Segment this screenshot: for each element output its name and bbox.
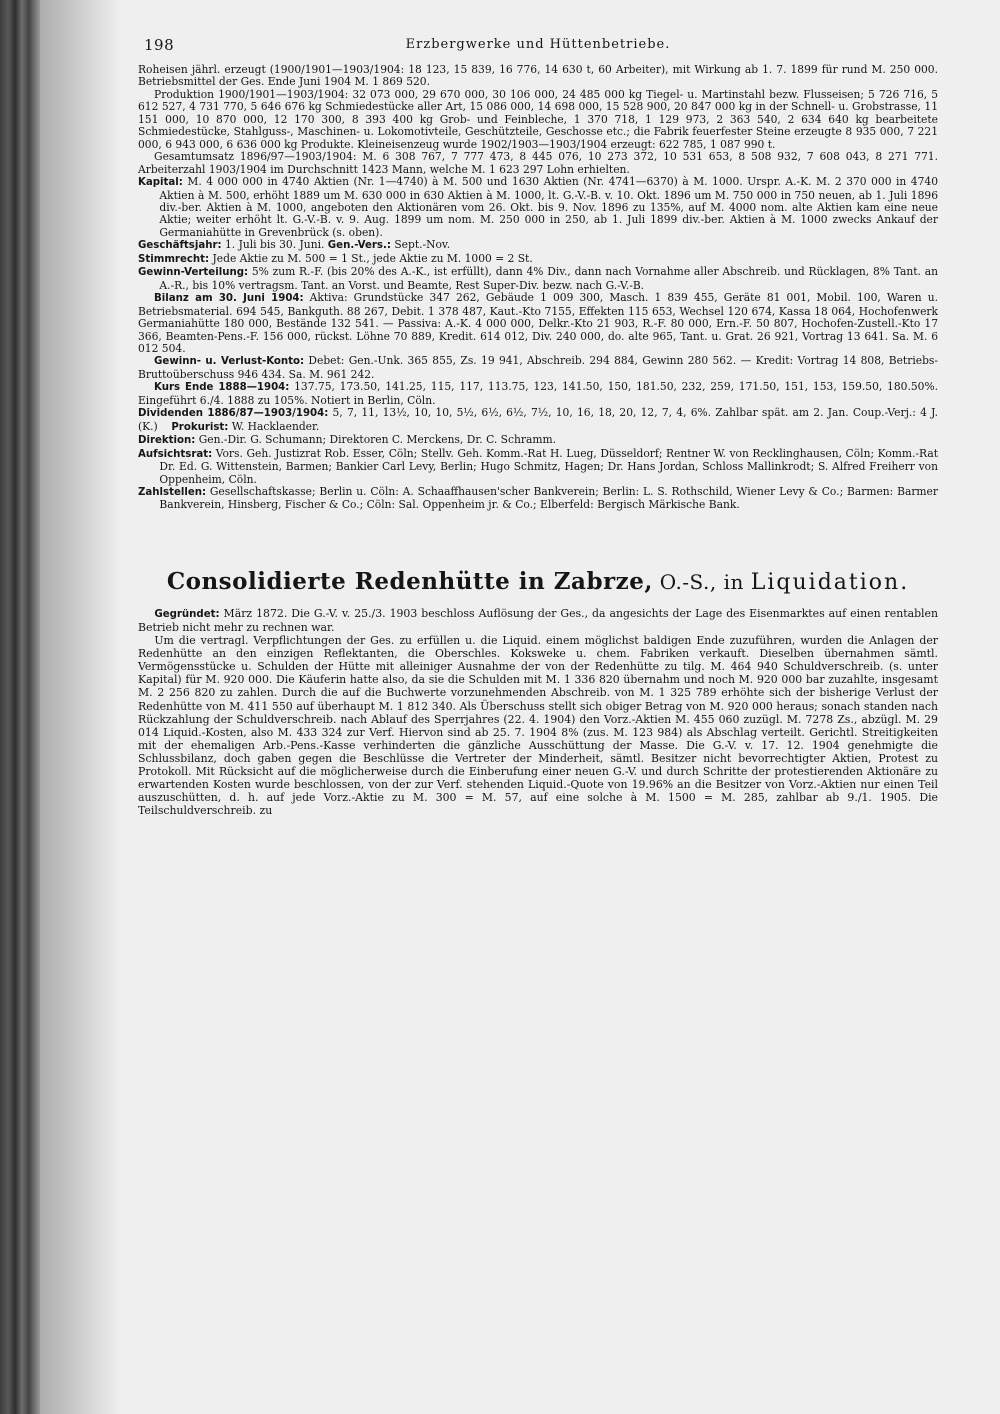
aufsichtsrat-text: Vors. Geh. Justizrat Rob. Esser, Cöln; Stellv. Geh. Komm.-Rat H. Lueg, Düsseldorf; Rentner W. von Recklinghausen, Cöln; Komm.-Rat Dr. Ed. G. Wittenstein, Barmen; Bankier Carl Levy, Berlin; Hugo Schmitz, Hagen; Dr. Hans Jordan, Schloss Mallinkrodt; S. Alfred Freiherr von Oppenheim, Cöln. [159, 446, 938, 486]
page [138, 36, 938, 817]
zahlstellen-label: Zahlstellen: [138, 486, 207, 498]
gen-vers-text: Sept.-Nov. [390, 238, 451, 252]
gewinn-verteilung-text: 5% zum R.-F. (bis 20% des A.-K., ist erfüllt), dann 4% Div., dann nach Vornahme aller Abschreib. und Rücklagen, 8% Tant. an A.-R., bis 10% vertragsm. Tant. an Vorst. und Beamte, Rest Super-Div. bezw. nach G.-V.-B. [159, 265, 938, 292]
geschaeftsjahr-label: Geschäftsjahr: [138, 240, 222, 252]
geschaeftsjahr-text: 1. Juli bis 30. Juni. [221, 238, 328, 252]
gegruendet-section [138, 607, 938, 634]
kapital-section [138, 176, 938, 239]
gegruendet-label: Gegründet: [154, 608, 220, 620]
aufsichtsrat-section [138, 448, 938, 486]
company-heading-in: in [716, 569, 751, 594]
company-heading-place: O.-S., [652, 569, 717, 594]
kurs-label: Kurs Ende 1888—1904: [154, 382, 290, 394]
stimmrecht-label: Stimmrecht: [138, 253, 210, 265]
dividenden-section [138, 407, 938, 434]
running-header [138, 36, 938, 64]
page-number: 198 [144, 36, 175, 54]
paragraph-liquidation: Um die vertragl. Verpflichtungen der Ges. zu erfüllen u. die Liquid. einem möglichst baldigen Ende zuzuführen, wurden die Anlagen der Redenhütte an den einzigen Reflektanten, die Oberschles. Koksweke u. chem. Fabriken verkauft. Dieselben übernahmen sämtl. Vermögensstücke u. Schulden der Hütte mit alleiniger Ausnahme der von der Redenhütte zu tilg. M. 464 940 Schuldverschreib. (s. unter Kapital) für M. 920 000. Die Käuferin hatte also, da sie die Schulden mit M. 1 336 820 übernahm und noch M. 920 000 bar zuzahlte, insgesamt M. 2 256 820 zu zahlen. Durch die auf die Buchwerte vorzunehmenden Abschreib. von M. 1 325 789 erhöhte sich der bisherige Verlust der Redenhütte von M. 411 550 auf überhaupt M. 1 812 340. Als Überschuss stellt sich obiger Betrag von M. 920 000 heraus; sonach standen nach Rückzahlung der Schuldverschreib. nach Ablauf des Sperrjahres (22. 4. 1904) den Vorz.-Aktien M. 455 060 zuzügl. M. 7278 Zs., abzügl. M. 29 014 Liquid.-Kosten, also M. 433 324 zur Verf. Hiervon sind ab 25. 7. 1904 8% (zus. M. 123 984) als Abschlag verteilt. Gerichtl. Streitigkeiten mit der ehemaligen Arb.-Pens.-Kasse verhinderten die gänzliche Ausschüttung der Masse. Die G.-V. v. 17. 12. 1904 genehmigte die Schlussbilanz, doch gaben gegen die Beschlüsse die Vertreter der Minderheit, sämtl. Besitzer nicht bevorrechtigter Aktien, Protest zu Protokoll. Mit Rücksicht auf die möglicherweise durch die Einberufung einer neuen G.-V. und durch Schritte der protestierenden Aktionäre zu erwartenden Kosten wurde beschlossen, von der zur Verf. stehenden Liquid.-Quote von 19.96% an die Besitzer von Vorz.-Aktien nur einen Teil auszuschütten, d. h. auf jede Vorz.-Aktie zu M. 300 = M. 57, auf eine solche à M. 1500 = M. 285, zahlbar ab 9./1. 1905. Die Teilschuldverschreib. zu [138, 634, 938, 818]
prokurist-label: Prokurist: [171, 421, 229, 433]
paragraph-roheisen: Roheisen jährl. erzeugt (1900/1901—1903/1904: 18 123, 15 839, 16 776, 14 630 t, 60 Arbeiter), mit Wirkung ab 1. 7. 1899 für rund M. 250 000. Betriebsmittel der Ges. Ende Juni 1904 M. 1 869 520. [138, 63, 938, 89]
dividenden-label: Dividenden 1886/87—1903/1904: [138, 408, 329, 420]
kurs-text: 137.75, 173.50, 141.25, 115, 117, 113.75, 123, 141.50, 150, 181.50, 232, 259, 171.50, 151, 153, 159.50, 180.50%. Eingeführt 6./4. 1888 zu 105%. Notiert in Berlin, Cöln. [138, 380, 938, 407]
paragraph-produktion: Produktion 1900/1901—1903/1904: 32 073 000, 29 670 000, 30 106 000, 24 485 000 kg Tiegel- u. Martinstahl bezw. Flusseisen; 5 726 716, 5 612 527, 4 731 770, 5 646 676 kg Schmiedestücke aller Art, 15 086 000, 14 698 000, 15 528 900, 20 847 000 kg in der Schnell- u. Grobstrasse, 11 151 000, 10 870 000, 12 170 300, 8 393 400 kg Grob- und Feinbleche, 1 370 718, 1 129 973, 2 363 540, 2 634 640 kg bearbeitete Schmiedestücke, Stahlguss-, Maschinen- u. Lokomotivteile, Geschützteile, Geschosse etc.; die Fabrik feuerfester Steine erzeugte 8 935 000, 7 221 000, 6 943 000, 6 636 000 kg Produkte. Kleineisenzeug wurde 1902/1903—1903/1904 erzeugt: 622 785, 1 087 990 t. [138, 87, 938, 151]
gewinn-verlust-text: Debet: Gen.-Unk. 365 855, Zs. 19 941, Abschreib. 294 884, Gewinn 280 562. — Kredit: Vortrag 14 808, Betriebs-Bruttoüberschuss 946 434. Sa. M. 961 242. [138, 354, 939, 381]
bilanz-text: Aktiva: Grundstücke 347 262, Gebäude 1 009 300, Masch. 1 839 455, Geräte 81 001, Mobil. 100, Waren u. Betriebsmaterial. 694 545, Bankguth. 88 267, Debit. 1 378 487, Kaut.-Kto 7155, Effekten 115 653, Wechsel 120 674, Kassa 18 064, Hochofenwerk Germaniahütte 180 000, Bestände 132 541. — Passiva: A.-K. 4 000 000, Delkr.-Kto 21 903, R.-F. 80 000, Ern.-F. 50 807, Hochofen-Zustell.-Kto 17 366, Beamten-Pens.-F. 156 000, rückst. Löhne 70 889, Kredit. 614 012, Div. 240 000, do. alte 965, Tant. u. Grat. 26 921, Vortrag 13 641. Sa. M. 6 012 504. [138, 291, 938, 355]
direktion-section [138, 434, 938, 447]
gen-vers-label: Gen.-Vers.: [327, 240, 391, 252]
bilanz-section [138, 292, 938, 355]
direktion-text: Gen.-Dir. G. Schumann; Direktoren C. Merckens, Dr. C. Schramm. [195, 433, 557, 447]
company-heading-liquidation: Liquidation. [750, 569, 910, 595]
aufsichtsrat-label: Aufsichtsrat: [138, 448, 213, 460]
prokurist-text: W. Hacklaender. [228, 419, 320, 433]
company-heading [138, 568, 938, 595]
kapital-label: Kapital: [138, 177, 183, 189]
geschaeftsjahr-section [138, 239, 938, 252]
book-binding-shadow [0, 0, 40, 1414]
gegruendet-text: März 1872. Die G.-V. v. 25./3. 1903 beschloss Auflösung der Ges., da angesichts der Lage des Eisenmarktes auf einen rentablen Betrieb nicht mehr zu rechnen war. [138, 606, 938, 634]
gewinn-verlust-label: Gewinn- u. Verlust-Konto: [154, 356, 305, 368]
direktion-label: Direktion: [138, 435, 196, 447]
dividenden-text: 5, 7, 11, 13½, 10, 10, 5½, 6½, 6½, 7½, 10, 16, 18, 20, 12, 7, 4, 6%. Zahlbar spät. am 2. Jan. Coup.-Verj.: 4 J. (K.) [138, 406, 938, 433]
bilanz-label: Bilanz am 30. Juni 1904: [154, 293, 304, 305]
zahlstellen-text: Gesellschaftskasse; Berlin u. Cöln: A. Schaaffhausen'scher Bankverein; Berlin: L. S. Rothschild, Wiener Levy & Co.; Barmen: Barmer Bankverein, Hinsberg, Fischer & Co.; Cöln: Sal. Oppenheim jr. & Co.; Elberfeld: Bergisch Märkische Bank. [159, 484, 938, 512]
running-title: Erzbergwerke und Hüttenbetriebe. [405, 37, 671, 52]
company-heading-main: Consolidierte Redenhütte in Zabrze, [166, 567, 653, 595]
gewinn-verteilung-label: Gewinn-Verteilung: [138, 267, 249, 279]
kurs-section [138, 381, 938, 407]
zahlstellen-section [138, 486, 938, 512]
stimmrecht-section [138, 253, 938, 266]
company-entry-continued [138, 64, 938, 512]
stimmrecht-text: Jede Aktie zu M. 500 = 1 St., jede Aktie zu M. 1000 = 2 St. [209, 251, 533, 265]
gewinn-verlust-section [138, 355, 938, 381]
paragraph-gesamtumsatz: Gesamtumsatz 1896/97—1903/1904: M. 6 308 767, 7 777 473, 8 445 076, 10 273 372, 10 531 653, 8 508 932, 7 608 043, 8 271 771. Arbeiterzahl 1903/1904 im Durchschnitt 1423 Mann, welche M. 1 623 297 Lohn erhielten. [138, 150, 938, 176]
gewinn-verteilung-section [138, 266, 938, 292]
company-entry-redenhuette [138, 607, 938, 818]
kapital-text: M. 4 000 000 in 4740 Aktien (Nr. 1—4740) à M. 500 und 1630 Aktien (Nr. 4741—6370) à M. 1000. Urspr. A.-K. M. 2 370 000 in 4740 Aktien à M. 500, erhöht 1889 um M. 630 000 in 630 Aktien à M. 1000, lt. G.-V.-B. v. 10. Okt. 1896 um M. 750 000 in 750 neuen, ab 1. Juli 1896 div.-ber. Aktien à M. 1000, angeboten den Aktionären vom 26. Okt. bis 9. Nov. 1896 zu 135%, auf M. 4000 nom. alte Aktien kam eine neue Aktie; weiter erhöht lt. G.-V.-B. v. 9. Aug. 1899 um nom. M. 250 000 in 250, ab 1. Juli 1899 div.-ber. Aktien à M. 1000 zwecks Ankauf der Germaniahütte in Grevenbrück (s. oben). [159, 175, 938, 239]
